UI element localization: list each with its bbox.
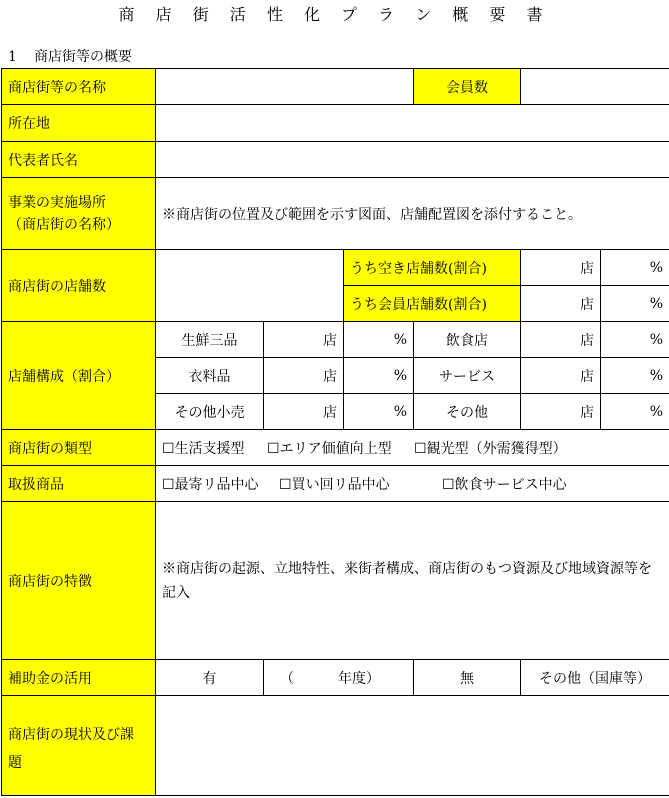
row-subsidy <box>2 660 669 696</box>
row-name <box>2 69 669 105</box>
vacant-stores-count[interactable]: 店 <box>521 250 601 286</box>
member-stores-count[interactable]: 店 <box>521 286 601 322</box>
location-label: 所在地 <box>2 105 156 142</box>
issues-label-line2: 題 <box>8 754 22 771</box>
type-option-checkbox[interactable]: ☐エリア価値向上型 <box>267 440 392 457</box>
composition-item-count[interactable]: 店 <box>521 358 601 394</box>
project-site-label-line1: 事業の実施場所 <box>8 194 106 211</box>
location-input-cell[interactable] <box>156 105 669 142</box>
vacant-stores-label: うち空き店舗数(割合) <box>344 250 521 286</box>
composition-item-percent[interactable]: % <box>344 358 414 394</box>
goods-options <box>156 466 669 502</box>
type-option-checkbox[interactable]: ☐生活支援型 <box>162 440 245 457</box>
row-issues <box>2 696 669 796</box>
composition-item-count[interactable]: 店 <box>521 394 601 430</box>
row-store-count-vacant <box>2 250 669 286</box>
name-input-cell[interactable] <box>156 69 414 105</box>
type-label: 商店街の類型 <box>2 430 156 466</box>
goods-option-checkbox[interactable]: ☐飲食サービス中心 <box>442 476 567 493</box>
subsidy-year-open: （ <box>280 670 294 687</box>
goods-option-checkbox[interactable]: ☐買い回リ品中心 <box>279 476 390 493</box>
page-title: 商 店 街 活 性 化 プ ラ ン 概 要 書 <box>118 5 551 24</box>
row-features <box>2 502 669 660</box>
name-label: 商店街等の名称 <box>2 69 156 105</box>
composition-item-label: その他 <box>414 394 521 430</box>
row-goods <box>2 466 669 502</box>
subsidy-yes[interactable]: 有 <box>156 660 264 696</box>
type-options <box>156 430 669 466</box>
row-composition-1 <box>2 322 669 358</box>
store-count-total-cell[interactable] <box>156 250 344 322</box>
store-count-label: 商店街の店舗数 <box>2 250 156 322</box>
section-heading-text: 商店街等の概要 <box>34 49 132 65</box>
type-option-checkbox[interactable]: ☐観光型（外需獲得型） <box>414 440 567 457</box>
row-project-site <box>2 178 669 250</box>
member-stores-percent[interactable]: % <box>601 286 669 322</box>
issues-input-cell[interactable] <box>156 696 669 796</box>
composition-item-count[interactable]: 店 <box>264 394 344 430</box>
composition-item-count[interactable]: 店 <box>264 358 344 394</box>
section-heading <box>8 46 132 66</box>
row-representative <box>2 142 669 178</box>
project-site-label-line2: （商店街の名称） <box>8 216 120 233</box>
section-number: 1 <box>8 49 17 65</box>
project-site-note[interactable]: ※商店街の位置及び範囲を示す図面、店舗配置図を添付すること。 <box>156 178 669 250</box>
overview-form-table <box>1 68 669 796</box>
subsidy-year-label: 年度） <box>338 670 380 687</box>
composition-item-count[interactable]: 店 <box>521 322 601 358</box>
vacant-stores-percent[interactable]: % <box>601 250 669 286</box>
goods-option-checkbox[interactable]: ☐最寄リ品中心 <box>162 476 259 493</box>
features-note[interactable]: ※商店街の起源、立地特性、来街者構成、商店街のもつ資源及び地域資源等を記入 <box>156 502 669 660</box>
issues-label-line1: 商店街の現状及び課 <box>8 726 134 743</box>
composition-item-label: その他小売 <box>156 394 264 430</box>
members-label: 会員数 <box>414 69 521 105</box>
subsidy-other[interactable]: その他（国庫等） <box>521 660 669 696</box>
features-label: 商店街の特徴 <box>2 502 156 660</box>
issues-label <box>2 696 156 796</box>
composition-item-label: 衣料品 <box>156 358 264 394</box>
composition-item-label: 飲食店 <box>414 322 521 358</box>
goods-label: 取扱商品 <box>2 466 156 502</box>
row-type <box>2 430 669 466</box>
representative-label: 代表者氏名 <box>2 142 156 178</box>
composition-item-percent[interactable]: % <box>344 322 414 358</box>
member-stores-label: うち会員店舗数(割合) <box>344 286 521 322</box>
composition-item-percent[interactable]: % <box>601 358 669 394</box>
composition-item-label: 生鮮三品 <box>156 322 264 358</box>
members-input-cell[interactable] <box>521 69 669 105</box>
project-site-label <box>2 178 156 250</box>
subsidy-year[interactable] <box>264 660 414 696</box>
row-location <box>2 105 669 142</box>
composition-item-label: サービス <box>414 358 521 394</box>
composition-item-percent[interactable]: % <box>601 394 669 430</box>
subsidy-no[interactable]: 無 <box>414 660 521 696</box>
composition-item-count[interactable]: 店 <box>264 322 344 358</box>
composition-item-percent[interactable]: % <box>344 394 414 430</box>
representative-input-cell[interactable] <box>156 142 669 178</box>
subsidy-label: 補助金の活用 <box>2 660 156 696</box>
composition-item-percent[interactable]: % <box>601 322 669 358</box>
composition-label: 店舗構成（割合） <box>2 322 156 430</box>
